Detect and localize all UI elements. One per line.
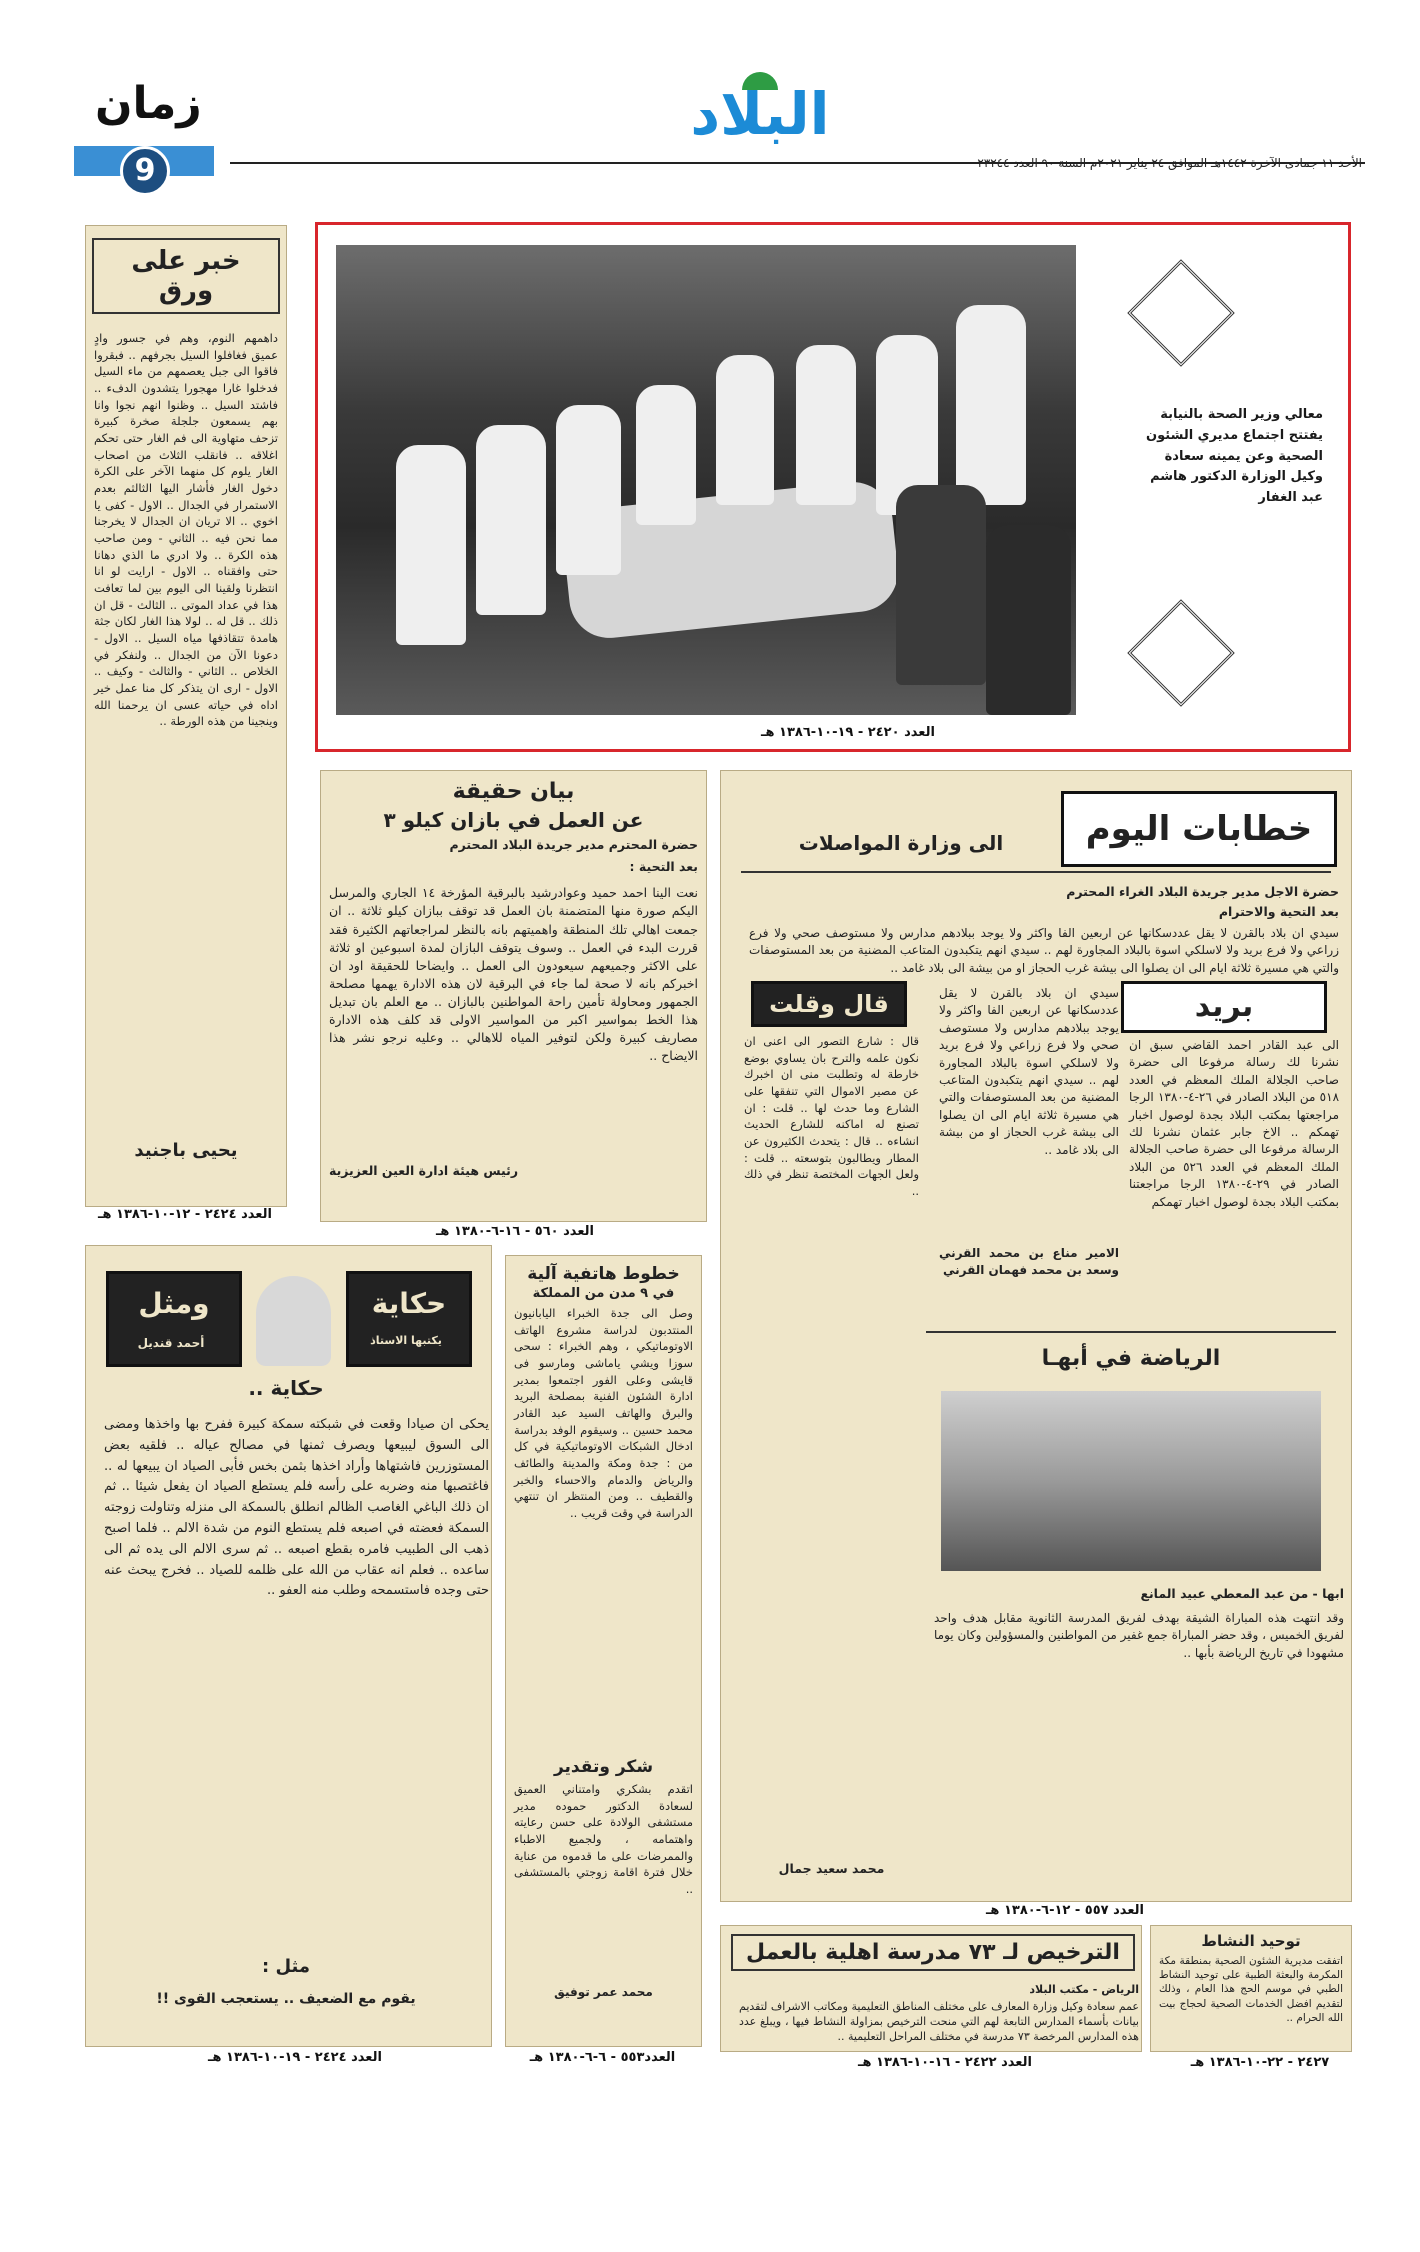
license-body: عمم سعادة وكيل وزارة المعارف على مختلف المناطق التعليمية ومكاتب الاشراف لتقديم بيانات بأسماء المدارس التابعة لهم التي منحت الترخيص بمزاولة النشاط فيها ، ويبلغ عدد هذه المدارس المرخصة ٧٣ مدرسة في مختلف المراحل التعليمية .. — [739, 2000, 1139, 2043]
truth-title: بيان حقيقة — [452, 779, 575, 804]
said-title: قال وقلت — [751, 981, 907, 1027]
truth-salutation: حضرة المحترم مدير جريدة البلاد المحترم — [449, 837, 698, 852]
phone-subtitle: في ٩ مدن من المملكة — [532, 1286, 675, 1301]
letters-intro: سيدي ان بلاد بالقرن لا يقل عددسكانها عن اربعين الفا واكثر ولا يوجد ببلادهم مدارس ولا مستوصف صحي ولا فرع زراعي ولا فرع بريد ولا لاسلكي اسوة بالبلاد المجاورة لهم .. سيدي انهم يتكبدون المتاعب المضنية من بعد المستوصفات والتي هي مسيرة ثلاثة ايام الى ان يصلوا الى بيشة غرب الحجاز او من بيشة الى بلاد غامد .. — [749, 926, 1339, 975]
license-title: الترخيص لـ ٧٣ مدرسة اهلية بالعمل — [731, 1934, 1135, 1971]
unify-title: توحيد النشاط — [1201, 1932, 1301, 1950]
proverb-text: يقوم مع الضعيف .. يستعجب القوى !! — [156, 1991, 416, 2007]
sports-title: الرياضة في أبهـا — [1041, 1346, 1221, 1371]
story-author: أحمد قنديل — [137, 1336, 205, 1350]
featured-clipping — [315, 222, 1351, 752]
mail-title: بريد — [1121, 981, 1327, 1033]
phone-issue: العدد٥٥٣ - ٦-٦-١٣٨٠ هـ — [529, 2050, 676, 2065]
letters-signatures: الامير مناع بن محمد القرني وسعد بن محمد فهمان القرني — [939, 1246, 1119, 1278]
ornament-icon — [1127, 599, 1234, 706]
letters-issue: العدد ٥٥٧ - ١٢-٦-١٣٨٠ هـ — [985, 1903, 1144, 1918]
letters-title: خطابات اليوم — [1061, 791, 1337, 867]
thanks-signature: محمد عمر توفيق — [554, 1985, 653, 1999]
sports-photo — [941, 1391, 1321, 1571]
left-column-clipping — [85, 225, 287, 1207]
sports-body: وقد انتهت هذه المباراة الشيقة بهدف لفريق المدرسة الثانوية مقابل هدف واحد لفريق الخميس ، وقد حضر المباراة جمع غفير من المواطنين والمسؤولين وكان يوما مشهودا في تاريخ الرياضة بأبها .. — [934, 1611, 1344, 1660]
unify-issue: ٢٤٢٧ - ٢٢-١٠-١٣٨٦ هـ — [1190, 2055, 1330, 2070]
story-clipping — [85, 1245, 492, 2047]
page-number: 9 — [120, 146, 170, 196]
truth-subtitle: عن العمل في بازان كيلو ٣ — [383, 808, 644, 832]
story-subtitle: ومثل — [106, 1271, 242, 1367]
left-column-title: خبر على ورق — [92, 238, 280, 314]
license-issue: العدد ٢٤٢٢ - ١٦-١٠-١٣٨٦ هـ — [858, 2055, 1032, 2070]
truth-issue: العدد ٥٦٠ - ١٦-٦-١٣٨٠ هـ — [435, 1224, 594, 1239]
thanks-body: اتقدم بشكري وامتناني العميق لسعادة الدكتور حموده مدير مستشفى الولادة على حسن رعايته واهتمامه ، ولجميع الاطباء والممرضات على ما قدموه من عناية خلال فترة اقامة زوجتي بالمستشفى .. — [514, 1782, 693, 1897]
meeting-photo — [336, 245, 1076, 715]
truth-statement-clipping — [320, 770, 707, 1222]
featured-caption: معالي وزير الصحة بالنيابة يفتتح اجتماع مديري الشئون الصحية وعن يمينه سعادة وكيل الوزارة الدكتور هاشم عبد الغفار — [1146, 407, 1323, 506]
said-body: قال : شارع التصور الى اعنى ان نكون علمه والترح بان يساوي بوضع خارطة له وتطلبت منى ان اخبرك عن مصير الاموال التي تنفقها على الشارع وما حدث لها .. قلت : ان تصنع له اماكنه للشارع الحديث انشاءه .. قال : يتحدث الكثيرون عن المطار ويطالبون بتوسعته .. قلت : ولعل الجهات المختصة تنظر في ذلك .. — [744, 1034, 919, 1199]
letters-greeting: بعد التحية والاحترام — [1218, 904, 1339, 919]
ornament-icon — [1127, 259, 1234, 366]
section-title: زمان — [95, 78, 202, 129]
featured-issue: العدد ٢٤٢٠ - ١٩-١٠-١٣٨٦ هـ — [761, 725, 935, 740]
unify-body: اتفقت مديرية الشئون الصحية بمنطقة مكة المكرمة والبعثة الطبية على توحيد النشاط الطبي في موسم الحج هذا العام ، وذلك لتقديم افضل الخدمات الصحية لحجاج بيت الله الحرام .. — [1159, 1955, 1343, 2024]
header-divider — [230, 162, 1365, 164]
left-column-signature: يحيى باجنيد — [134, 1140, 238, 1161]
letters-body: سيدي ان بلاد بالقرن لا يقل عددسكانها عن اربعين الفا واكثر ولا يوجد ببلادهم مدارس ولا مستوصف صحي ولا فرع زراعي ولا فرع بريد ولا لاسلكي اسوة بالبلاد المجاورة لهم .. سيدي انهم يتكبدون المتاعب المضنية من بعد المستوصفات والتي هي مسيرة ثلاثة ايام الى ان يصلوا الى بيشة غرب الحجاز او من بيشة الى بلاد غامد .. — [939, 986, 1119, 1157]
proverb-title: مثل : — [261, 1956, 311, 1977]
truth-body: نعت الينا احمد حميد وعوادرشيد بالبرقية المؤرخة ١٤ الجاري والمرسل اليكم صورة منها المتضمنة بان العمل قد توقف ببازان كيلو ثلاثة .. ان جمعت اهالي تلك المنطقة واهميتهم بانه بالنظر لمراجعاتهم الكثيرة فقد قررت البدء في العمل .. وسوف يتوقف البازان لمدة اسبوعين او ثلاثة على الاكثر وجميعهم سيعودون الى العمل .. وايضاحا للحقيقة اود ان اخبركم بانه لا صحة لما جاء في البرقية لان هذه الادارة يهمها مصلحة الجمهور ومحاولة تأمين راحة المواطنين بالبازان .. مع العلم بان تبديل هذا الخط بمواسير اكبر من المواسير الاولى قد كلف هذه الادارة مصاريف كبيرة ولكن لتوفير المياه للاهالي .. وعليه نرجو نشر هذا الايضاح .. — [329, 885, 698, 1064]
story-issue: العدد ٢٤٢٤ - ١٩-١٠-١٣٨٦ هـ — [208, 2050, 382, 2065]
story-title: حكاية — [346, 1271, 472, 1367]
phone-body: وصل الى جدة الخبراء اليابانيون المنتدبون لدراسة مشروع الهاتف الاوتوماتيكي ، وهم الخبراء : سحى سوزا ويشي ياماشى ومارسو فى قايشى وعلى الفور اجتمعوا بمدير ادارة الشئون الفنية بمصلحة البريد والبرق والهاتف السيد عبد القادر محمد حسين .. وسيقوم الوفد بدراسة ادخال الشبكات الاوتوماتيكية في كل من : جدة ومكة والمدينة والطائف والرياض والدمام والاحساء والخبر والقطيف .. ومن المنتظر ان تنتهي الدراسة في وقت قريب .. — [514, 1306, 693, 1521]
license-dateline: الرياض - مكتب البلاد — [1029, 1983, 1139, 1996]
license-clipping — [720, 1925, 1142, 2052]
newspaper-logo — [690, 72, 830, 152]
said-signature: محمد سعيد جمال — [778, 1861, 885, 1876]
story-body: يحكى ان صيادا وقعت في شبكته سمكة كبيرة ففرح بها واخذها ومضى الى السوق ليبيعها ويصرف ثمنها في مصالح عياله .. فلقيه بعض المستوزرين فاشتهاها وأراد اخذها بثمن بخس فأبى الصياد ان يبيعها له .. فاغتصبها منه وضربه على رأسه فلم يستطع الصياد ان يفعل شيئا .. ثم ان ذلك الباغي الغاصب الظالم انطلق بالسمكة الى منزله وتناولت زوجته السمكة فعضته في اصبعه فلم يستطع النوم من شدة الالم .. فلما اصبح ذهب الى الطبيب فامره بقطع اصبعه .. ثم سرى الالم الى يده ثم الى ساعده .. فعلم انه عقاب من الله على ظلمه للصياد .. فخرج يبحث عنه حتى وجده فاستسمحه وطلب منه العفو .. — [104, 1417, 489, 1599]
author-portrait — [256, 1276, 331, 1366]
left-column-issue: العدد ٢٤٢٤ - ١٢-١٠-١٣٨٦ هـ — [98, 1207, 272, 1222]
truth-signature: رئيس هيئة ادارة العين العزيزية — [329, 1163, 519, 1179]
left-column-body: داهمهم النوم، وهم في جسور وادٍ عميق فغافلوا السيل بجرفهم .. فبقروا فاقوا الى جبل يعصمهم من ماء السيل فدخلوا غارا مهجورا يتشدون الدفء .. فاشتد السيل .. وظنوا انهم نجوا وانا بهم يسمعون جلجلة صخرة كبيرة تزحف متهاوية الى فم الغار حتى تحكم اغلاقه .. فانقلب الثلاث من اصحاب الغار يلوم كل منهما الآخر على الكرة دخول الغار فأشار اليها الثالثم بعدم الاستمرار في الجدال .. الاول - كفى يا اخوي .. الا تريان ان الجدال لا يخرجنا مما نحن فيه .. الثاني - ومن صاحب هذه الكرة .. ولا ادري ما الذي دهانا حتى وافقناه .. الاول - ارايت لو انا انتظرنا ولقينا الى اليوم بين لما تعافت هذا في عداد الموتى .. الثالث - قل ان ذلك .. قل له .. لولا هذا الغار لكان جثة هامدة تتقاذفها مياه السيل .. الاول - دعونا الآن من الجدال .. ولنفكر في الخلاص .. الثاني - والثالث - وكيف .. الاول - ارى ان يتذكر كل منا عمل خير اداه في حياته عسى ان يرحمنا الله وينجينا من هذه الورطة .. — [94, 331, 278, 729]
sports-caption: ابها - من عبد المعطي عبيد المانع — [1140, 1586, 1344, 1601]
unify-clipping — [1150, 1925, 1352, 2052]
featured-caption-panel — [1083, 245, 1333, 715]
letters-clipping — [720, 770, 1352, 1902]
truth-greeting: بعد التحية : — [629, 859, 698, 875]
mail-body: الى عبد القادر احمد القاضي سبق ان نشرنا لك رسالة مرفوعا الى حضرة صاحب الجلالة الملك المعظم في العدد ٥١٨ من البلاد الصادر في ٢٦-٤-١٣٨٠ الرجا مراجعتها بمكتب البلاد بجدة لوصول اخبار تهمكم .. الاخ جابر عثمان نشرنا لك الرسالة مرفوعا الى حضرة صاحب الجلالة الملك المعظم في العدد ٥٢٦ من البلاد الصادر في ٢٩-٤-١٣٨٠ الرجا مراجعتنا بمكتب البلاد بجدة لوصول اخبار تهمكم — [1129, 1038, 1340, 1209]
letters-subtitle: الى وزارة المواصلات — [798, 831, 1004, 855]
thanks-title: شكر وتقدير — [553, 1757, 654, 1777]
logo-text: البلاد — [690, 80, 830, 148]
story-tagline: يكتبها الاستاذ — [370, 1334, 442, 1347]
story-heading: حكاية .. — [248, 1376, 324, 1400]
letters-salutation: حضرة الاجل مدير جريدة البلاد الغراء المحترم — [1066, 884, 1339, 899]
phone-title: خطوط هاتفية آلية — [527, 1264, 680, 1284]
phone-clipping — [505, 1255, 702, 2047]
